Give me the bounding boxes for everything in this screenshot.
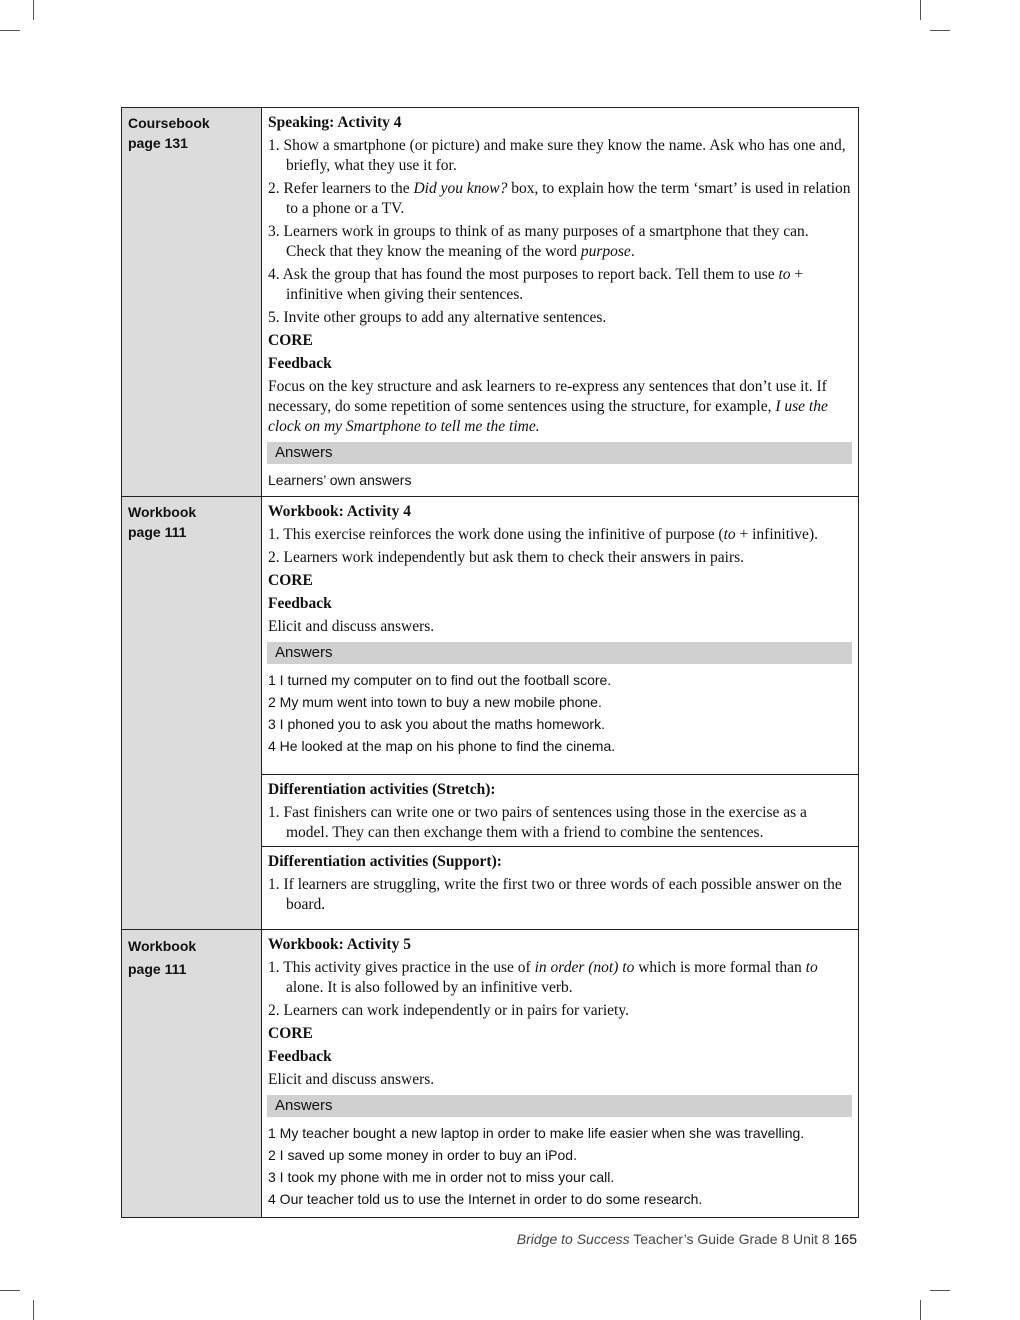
support-title: Differentiation activities (Support): — [268, 853, 502, 870]
page-footer — [517, 1231, 857, 1247]
answer-line: Learners’ own answers — [268, 472, 412, 488]
reference-cell — [122, 497, 262, 929]
list-item: 1. If learners are struggling, write the first two or three words of each possible answer on the board. — [268, 876, 842, 913]
guide-title: Teacher’s Guide Grade 8 Unit 8 — [629, 1231, 830, 1247]
italic-text: I use the clock on my Smartphone to tell me the time. — [268, 398, 828, 435]
list-item — [268, 525, 852, 545]
table-row — [122, 496, 858, 929]
text: 1. This activity gives practice in the use of — [268, 959, 535, 976]
crop-mark — [33, 1300, 34, 1320]
activity-title: Speaking: Activity 4 — [268, 114, 402, 131]
text: 4. Ask the group that has found the most purposes to report back. Tell them to use — [268, 266, 779, 283]
ref-book: Workbook — [128, 938, 197, 954]
list-item: 2. Learners can work independently or in pairs for variety. — [268, 1002, 629, 1019]
ref-page: page 111 — [128, 524, 187, 540]
ref-book: Workbook — [128, 504, 197, 520]
text: box, to explain how the term ‘smart’ is used in relation to a phone or a TV. — [286, 180, 851, 217]
stretch-title: Differentiation activities (Stretch): — [268, 781, 496, 798]
text: 3. Learners work in groups to think of as many purposes of a smartphone that they can. Check that they know the meaning of the word — [268, 223, 809, 260]
text: 1. This exercise reinforces the work done using the infinitive of purpose ( — [268, 526, 724, 543]
answer-line: 4 Our teacher told us to use the Internet in order to do some research. — [268, 1191, 703, 1207]
italic-text: to — [723, 526, 736, 543]
answers-header: Answers — [267, 1095, 852, 1117]
crop-mark — [920, 1300, 921, 1320]
content-cell — [262, 930, 858, 1217]
table-row — [122, 108, 858, 496]
italic-text: in order (not) to — [534, 959, 635, 976]
list-item: 2. Learners work independently but ask them to check their answers in pairs. — [268, 549, 745, 566]
series-title: Bridge to Success — [516, 1231, 630, 1247]
crop-mark — [930, 1290, 950, 1291]
list-item: 1. Fast finishers can write one or two pairs of sentences using those in the exercise as a model. They can then exchange them with a friend to combine the sentences. — [268, 804, 807, 841]
page-number: 165 — [833, 1231, 857, 1247]
activity-title: Workbook: Activity 5 — [268, 936, 411, 953]
crop-mark — [0, 1290, 20, 1291]
feedback-text: Elicit and discuss answers. — [268, 1071, 435, 1088]
text: alone. It is also followed by an infinitive verb. — [286, 979, 573, 996]
text: 2. Refer learners to the — [268, 180, 414, 197]
answer-line: 3 I phoned you to ask you about the maths homework. — [268, 716, 605, 732]
feedback-label: Feedback — [268, 595, 332, 612]
core-label: CORE — [268, 572, 313, 589]
content-cell — [262, 497, 858, 929]
activity-title: Workbook: Activity 4 — [268, 503, 411, 520]
ref-page: page 131 — [128, 135, 188, 151]
list-item — [268, 265, 852, 305]
italic-text: to — [778, 266, 791, 283]
answer-line: 1 I turned my computer on to find out the football score. — [268, 672, 612, 688]
text: Focus on the key structure and ask learners to re-express any sentences that don’t use it. If necessary, do some repetition of some sentences using the structure, for example, — [268, 378, 827, 415]
crop-mark — [930, 30, 950, 31]
list-item — [268, 179, 852, 219]
answers-header: Answers — [267, 642, 852, 664]
italic-text: Did you know? — [413, 180, 508, 197]
italic-text: to — [805, 959, 818, 976]
feedback-label: Feedback — [268, 355, 332, 372]
text: + infinitive). — [735, 526, 818, 543]
list-item — [268, 958, 852, 998]
text: + infinitive when giving their sentences. — [286, 266, 804, 303]
feedback-text — [268, 377, 852, 437]
answer-line: 3 I took my phone with me in order not to miss your call. — [268, 1169, 615, 1185]
ref-book: Coursebook — [128, 115, 210, 131]
content-cell — [262, 108, 858, 496]
list-item: 1. Show a smartphone (or picture) and make sure they know the name. Ask who has one and, briefly, what they use it for. — [268, 137, 846, 174]
reference-cell — [122, 108, 262, 496]
crop-mark — [0, 30, 20, 31]
italic-text: purpose — [580, 243, 631, 260]
text: which is more formal than — [634, 959, 806, 976]
answer-line: 2 I saved up some money in order to buy an iPod. — [268, 1147, 577, 1163]
answers-header: Answers — [267, 442, 852, 464]
table-row — [122, 929, 858, 1217]
list-item: 5. Invite other groups to add any alternative sentences. — [268, 309, 607, 326]
lesson-table — [121, 107, 859, 1218]
core-label: CORE — [268, 332, 313, 349]
crop-mark — [920, 0, 921, 20]
ref-page: page 111 — [128, 961, 187, 977]
reference-cell — [122, 930, 262, 1217]
list-item — [268, 222, 852, 262]
crop-mark — [33, 0, 34, 20]
text: . — [630, 243, 635, 260]
feedback-label: Feedback — [268, 1048, 332, 1065]
core-label: CORE — [268, 1025, 313, 1042]
answer-line: 2 My mum went into town to buy a new mobile phone. — [268, 694, 602, 710]
answer-line: 4 He looked at the map on his phone to find the cinema. — [268, 738, 616, 754]
feedback-text: Elicit and discuss answers. — [268, 618, 435, 635]
answer-line: 1 My teacher bought a new laptop in order to make life easier when she was travelling. — [268, 1125, 805, 1141]
